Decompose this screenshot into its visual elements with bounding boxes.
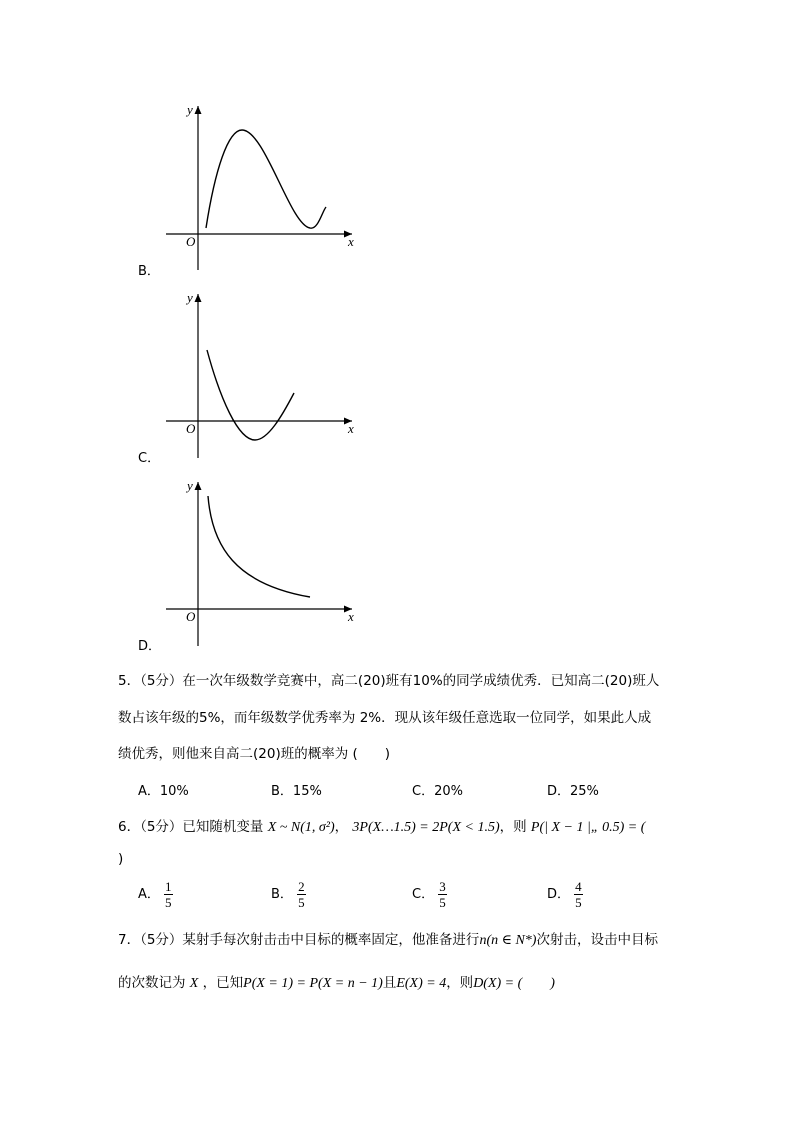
q7-variable: X [189, 976, 199, 991]
graph-d-curve [208, 496, 310, 597]
y-axis-label: y [187, 102, 193, 117]
q7-expectation: E(X) = 4 [396, 976, 447, 991]
q5-choice-c[interactable]: C．20% [412, 784, 463, 799]
x-axis-label: x [348, 609, 354, 624]
q7-then: ，则 [446, 975, 474, 991]
graph-c-curve [207, 350, 294, 440]
origin-label: O [186, 609, 196, 624]
graph-option-b [160, 100, 360, 275]
q6-line-1 [118, 815, 645, 836]
q6-prefix: 6．（5分）已知随机变量 [118, 819, 264, 835]
q7-line2-b: ，已知 [202, 975, 244, 991]
q6-sep: ， [334, 819, 349, 835]
q7-and: 且 [382, 975, 397, 991]
q5-line-1: 5．（5分）在一次年级数学竞赛中，高二(20)班有10%的同学成绩优秀．已知高二(20)班人 [118, 673, 660, 689]
q5-line-3: 绩优秀，则他来自高二(20)班的概率为 ( ) [118, 746, 391, 762]
q6-ask: P(| X − 1 |„ 0.5) = ( [530, 820, 646, 835]
q7-suffix: 次射击，设击中目标 [536, 932, 658, 948]
q6-then: ，则 [499, 819, 527, 835]
graph-b-curve [206, 130, 326, 228]
q6-choice-d-fraction: $\frac{4}{5}$ [575, 879, 582, 910]
q6-choice-c[interactable] [412, 879, 447, 910]
y-axis-label: y [187, 478, 193, 493]
y-axis-arrow-icon [195, 106, 202, 114]
q6-choice-d-letter: D． [547, 887, 571, 902]
q6-distribution: X ~ N(1, σ²) [267, 820, 335, 835]
graph-c-svg [160, 288, 360, 463]
origin-label: O [186, 421, 196, 436]
q7-line-1 [118, 928, 658, 949]
q7-n-expression: n(n ∈ N*) [479, 933, 537, 948]
origin-label: O [186, 234, 196, 249]
y-axis-arrow-icon [195, 482, 202, 490]
q5-choice-b[interactable]: B．15% [271, 784, 322, 799]
graph-option-d [160, 476, 360, 651]
q5-line-2: 数占该年级的5%，而年级数学优秀率为 2%．现从该年级任意选取一位同学，如果此人成 [118, 710, 652, 726]
graph-option-c [160, 288, 360, 463]
graph-d-svg [160, 476, 360, 651]
q6-choice-b-fraction: $\frac{2}{5}$ [298, 879, 305, 910]
q6-choice-b-letter: B． [271, 887, 293, 902]
q7-line-2 [118, 971, 555, 992]
q5-choice-d[interactable]: D．25% [547, 784, 599, 799]
graph-b-svg [160, 100, 360, 275]
q6-choice-a-fraction: $\frac{1}{5}$ [165, 879, 172, 910]
q7-ask: D(X) = ( ) [473, 976, 555, 991]
x-axis-label: x [348, 234, 354, 249]
q6-line-2: ) [118, 851, 124, 867]
y-axis-arrow-icon [195, 294, 202, 302]
q7-line2-a: 的次数记为 [118, 975, 186, 991]
graph-option-b-label: B． [138, 264, 160, 279]
y-axis-label: y [187, 290, 193, 305]
q6-choice-a-letter: A． [138, 887, 160, 902]
q6-condition: 3P(X…1.5) = 2P(X < 1.5) [352, 820, 500, 835]
q6-choice-c-fraction: $\frac{3}{5}$ [439, 879, 446, 910]
graph-option-c-label: C． [138, 451, 161, 466]
graph-option-d-label: D． [138, 639, 162, 654]
q6-choice-d[interactable] [547, 879, 583, 910]
q6-choice-c-letter: C． [412, 887, 435, 902]
q5-choice-a[interactable]: A．10% [138, 784, 189, 799]
x-axis-label: x [348, 421, 354, 436]
q7-condition: P(X = 1) = P(X = n − 1) [243, 976, 383, 991]
q6-choice-a[interactable] [138, 879, 173, 910]
q6-choice-b[interactable] [271, 879, 306, 910]
q7-prefix: 7．（5分）某射手每次射击击中目标的概率固定，他准备进行 [118, 932, 480, 948]
